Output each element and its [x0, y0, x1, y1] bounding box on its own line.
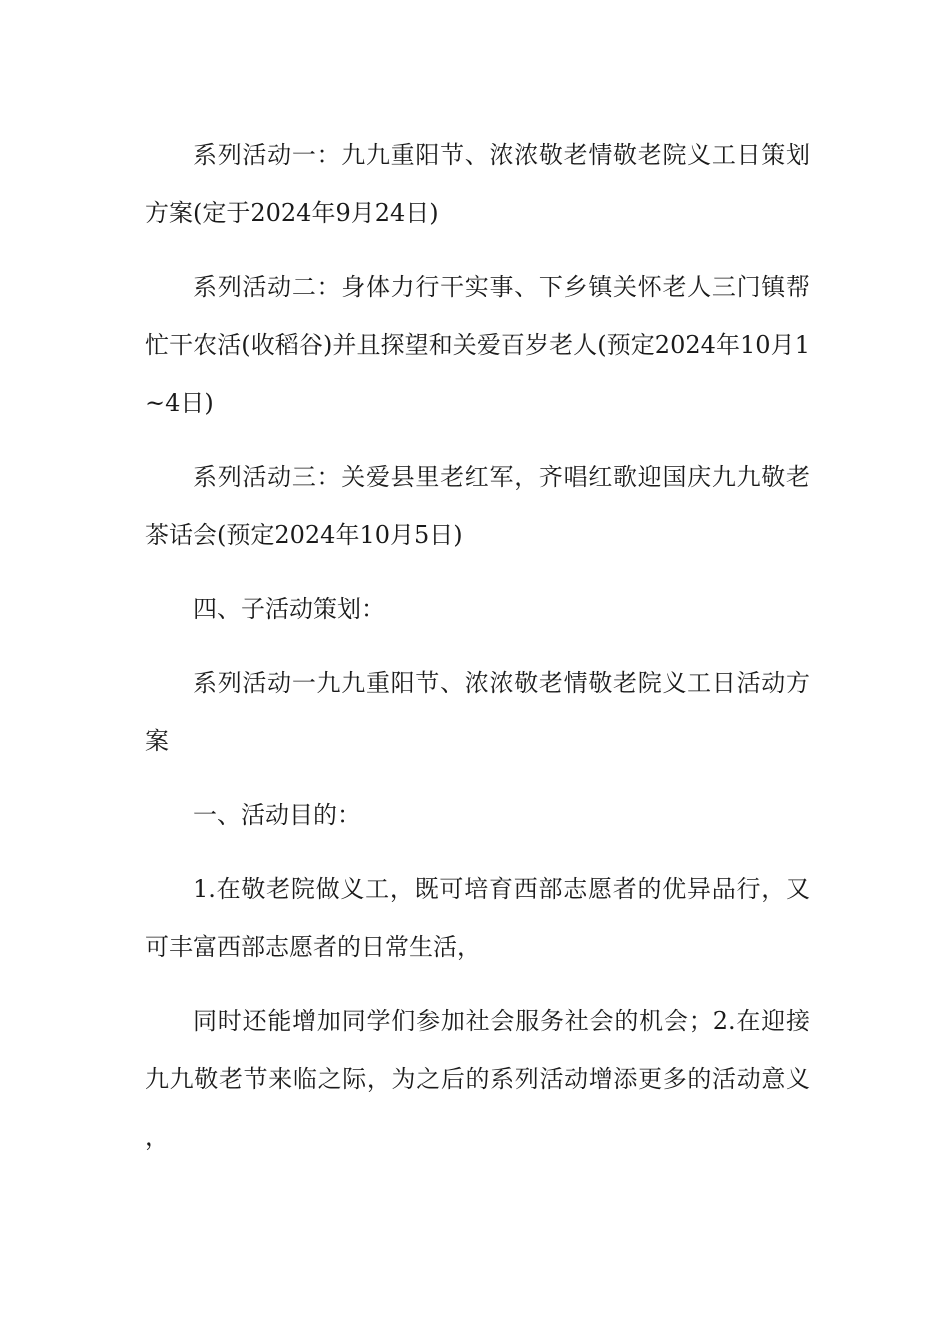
paragraph-purpose-continuation: 同时还能增加同学们参加社会服务社会的机会；2.在迎接九九敬老节来临之际，为之后的系列活动增添更多的活动意义，	[145, 1007, 810, 1151]
document-body	[145, 126, 810, 1166]
paragraph-activity-one-title: 系列活动一九九重阳节、浓浓敬老情敬老院义工日活动方案	[145, 669, 810, 755]
paragraph-series-activity-two: 系列活动二：身体力行干实事、下乡镇关怀老人三门镇帮忙干农活(收稻谷)并且探望和关爱百岁老人(预定2024年10月1~4日)	[145, 273, 810, 417]
section-heading-activity-purpose: 一、活动目的：	[193, 801, 361, 829]
paragraph-series-activity-three: 系列活动三：关爱县里老红军，齐唱红歌迎国庆九九敬老茶话会(预定2024年10月5日)	[145, 463, 810, 549]
paragraph-series-activity-one: 系列活动一：九九重阳节、浓浓敬老情敬老院义工日策划方案(定于2024年9月24日)	[145, 141, 810, 227]
paragraph-purpose-item-one: 1.在敬老院做义工，既可培育西部志愿者的优异品行，又可丰富西部志愿者的日常生活，	[145, 875, 810, 961]
section-heading-sub-activity-planning: 四、子活动策划：	[193, 595, 385, 623]
